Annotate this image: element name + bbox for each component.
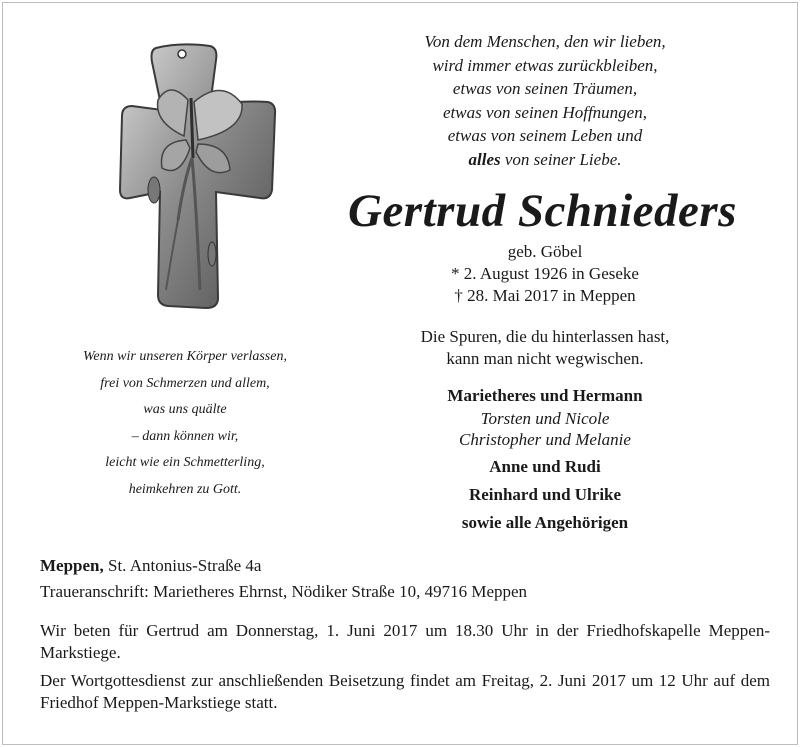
mourner-group: sowie alle Angehörigen <box>461 513 629 532</box>
death-date: † 28. Mai 2017 in Meppen <box>454 286 636 305</box>
quote-line: kann man nicht wegwischen. <box>446 349 644 368</box>
residence-street: St. Antonius-Straße 4a <box>103 556 262 575</box>
left-poem-line: heimkehren zu Gott. <box>128 481 242 497</box>
left-poem-line: frei von Schmerzen und allem, <box>100 375 270 391</box>
quote-line: Die Spuren, die du hinterlassen hast, <box>420 327 670 346</box>
mourner-group: Anne und Rudi <box>489 457 601 476</box>
birth-date: * 2. August 1926 in Geseke <box>451 264 639 283</box>
address-block <box>40 553 780 605</box>
cross-with-butterfly-icon <box>118 40 278 310</box>
mourner-subgroup: Torsten und Nicole <box>480 409 610 428</box>
top-poem-line: etwas von seinen Träumen, <box>452 79 638 98</box>
left-poem-line: Wenn wir unseren Körper verlassen, <box>83 349 287 364</box>
residence-city: Meppen, <box>40 556 104 575</box>
top-poem-emphasis: alles <box>468 149 501 169</box>
prayer-paragraph: Wir beten für Gertrud am Donnerstag, 1. Juni 2017 um 18.30 Uhr in der Friedhofskapelle Meppen-Markstiege. <box>40 621 770 662</box>
top-poem-line: wird immer etwas zurückbleiben, <box>432 55 658 75</box>
mourner-group: Marietheres und Hermann <box>447 386 643 405</box>
left-poem <box>40 344 330 503</box>
top-poem-line: Von dem Menschen, den wir lieben, <box>424 32 666 51</box>
deceased-name: Gertrud Schnieders <box>348 185 737 237</box>
residence <box>40 553 780 579</box>
left-poem-line: leicht wie ein Schmetterling, <box>105 455 265 470</box>
top-poem-line-rest: von seiner Liebe. <box>500 149 622 169</box>
mourning-address: Traueranschrift: Marietheres Ehrnst, Nödiker Straße 10, 49716 Meppen <box>40 582 528 601</box>
top-poem <box>380 30 710 171</box>
mourner-subgroup: Christopher und Melanie <box>459 430 631 449</box>
mourners-list <box>380 384 710 537</box>
top-poem-line <box>380 148 710 172</box>
deceased-info <box>380 241 710 307</box>
mourner-group: Reinhard und Ulrike <box>468 485 622 504</box>
left-poem-line: was uns quälte <box>143 402 227 417</box>
top-poem-line: etwas von seinem Leben und <box>447 126 643 145</box>
top-poem-line: etwas von seinen Hoffnungen, <box>443 102 647 122</box>
quote <box>380 326 710 370</box>
burial-paragraph: Der Wortgottesdienst zur anschließenden Beisetzung findet am Freitag, 2. Juni 2017 um 12 Uhr auf dem Friedhof Meppen-Markstiege statt. <box>40 671 770 712</box>
left-poem-line: – dann können wir, <box>131 428 239 444</box>
birth-name: geb. Göbel <box>507 242 583 261</box>
